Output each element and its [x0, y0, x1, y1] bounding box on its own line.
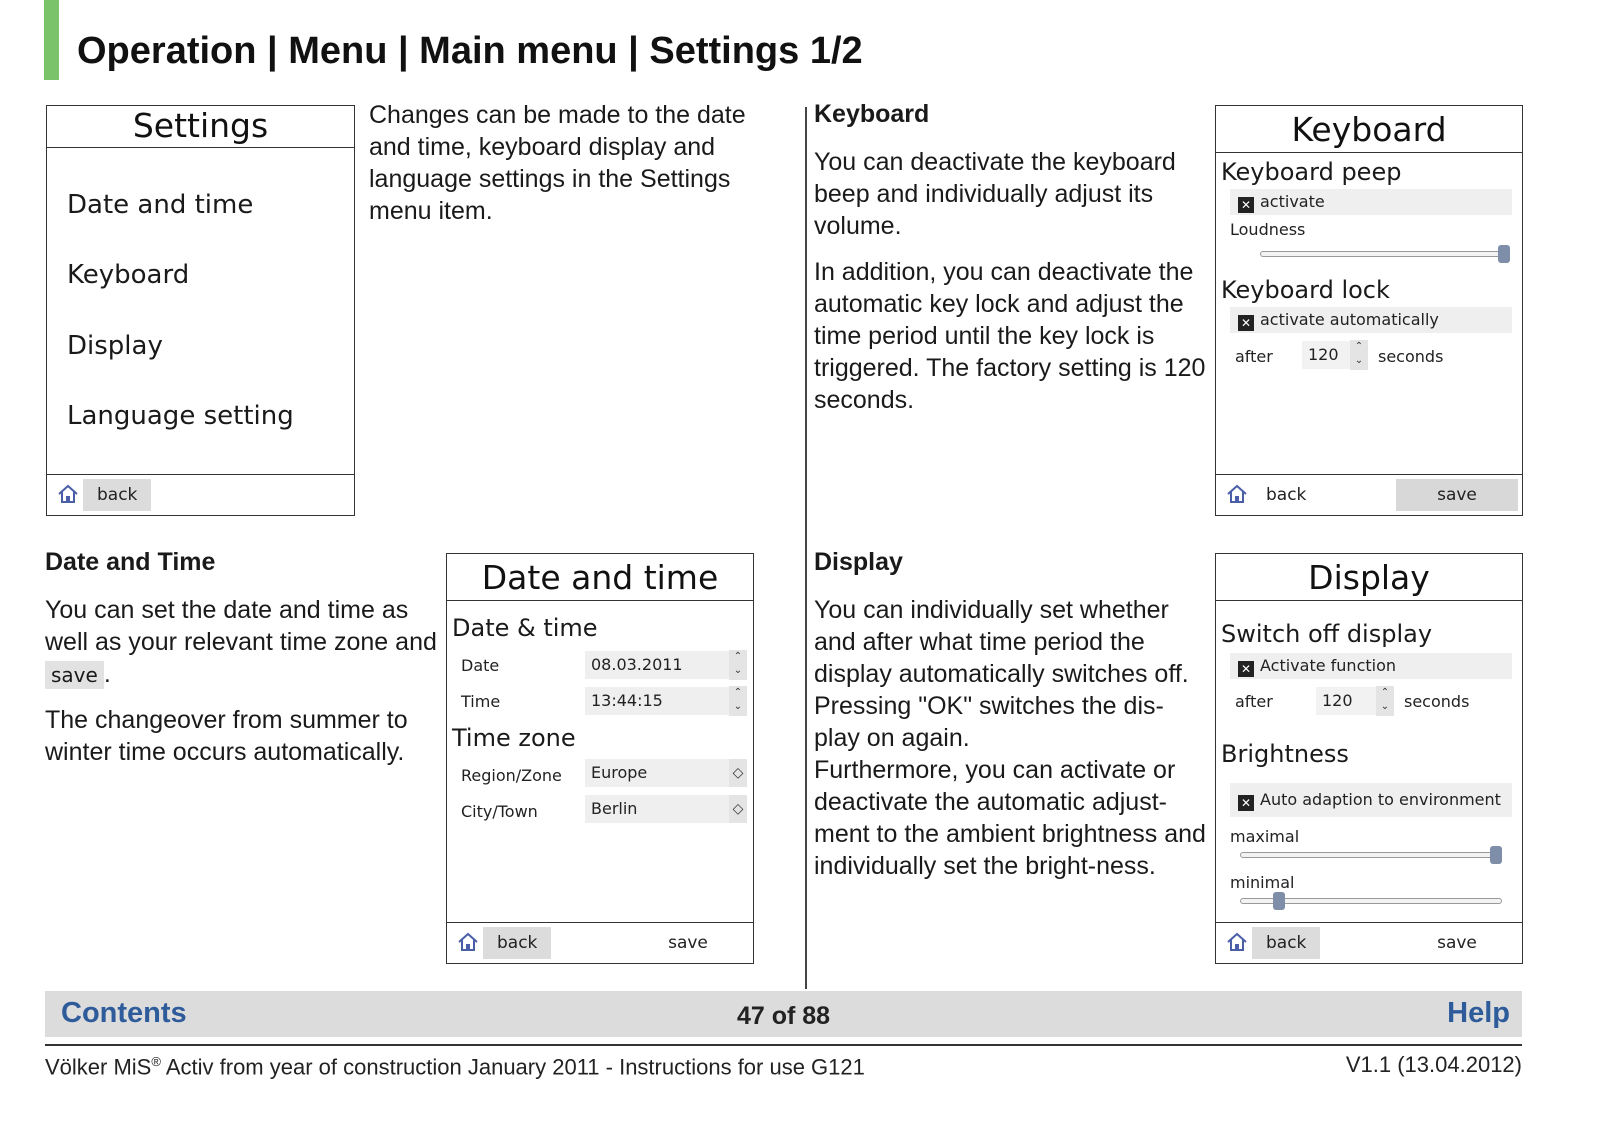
- spinner-up-down-icon[interactable]: ⌃ ⌄: [729, 686, 747, 716]
- footer-nav-bar: [45, 991, 1522, 1037]
- dropdown-icon[interactable]: ◇: [729, 795, 747, 823]
- display-paragraph-2: Pressing "OK" switches the dis-play on again.: [814, 692, 1164, 752]
- date-time-screen-footer: [447, 922, 753, 963]
- display-paragraph-3: Furthermore, you can activate or deactivate the automatic adjust-ment to the ambient brightness and individually set the bright-ness.: [814, 756, 1206, 880]
- keyboard-paragraph-1: You can deactivate the keyboard beep and individually adjust its volume.: [814, 148, 1176, 240]
- time-field[interactable]: 13:44:15: [585, 687, 730, 715]
- keyboard-peep-title: Keyboard peep: [1221, 158, 1402, 186]
- header-accent-bar: [44, 0, 59, 80]
- minimal-label: minimal: [1230, 873, 1295, 892]
- date-field[interactable]: 08.03.2011: [585, 651, 730, 679]
- keyboard-lock-checkbox-label: activate automatically: [1260, 310, 1439, 329]
- switch-off-display-title: Switch off display: [1221, 620, 1433, 648]
- loudness-slider[interactable]: [1260, 251, 1510, 257]
- date-time-screen-title: Date and time: [447, 554, 753, 601]
- display-text: [814, 594, 1206, 882]
- keyboard-screen-footer: [1216, 474, 1522, 515]
- menu-item-date-and-time[interactable]: Date and time: [67, 190, 254, 220]
- city-select[interactable]: Berlin: [585, 795, 730, 823]
- date-time-paragraph-2: The changeover from summer to winter time occurs automatically.: [45, 706, 408, 766]
- page-number: 47 of 88: [736, 1002, 831, 1030]
- date-time-screen: [446, 553, 754, 964]
- document-title-brand: Völker MiS: [45, 1054, 152, 1080]
- time-zone-section-title: Time zone: [452, 724, 576, 752]
- checkbox-checked-icon[interactable]: ✕: [1238, 197, 1254, 213]
- save-button[interactable]: save: [1396, 479, 1518, 511]
- loudness-slider-knob[interactable]: [1498, 245, 1510, 263]
- brightness-title: Brightness: [1221, 740, 1349, 768]
- seconds-label: seconds: [1378, 347, 1444, 366]
- keyboard-peep-checkbox-label: activate: [1260, 192, 1325, 211]
- registered-mark: ®: [151, 1054, 161, 1069]
- maximal-label: maximal: [1230, 827, 1300, 846]
- menu-item-keyboard[interactable]: Keyboard: [67, 260, 190, 290]
- home-icon[interactable]: [1226, 931, 1248, 953]
- keyboard-peep-checkbox-row[interactable]: [1230, 189, 1512, 215]
- date-time-paragraph-1: [45, 594, 437, 690]
- save-button[interactable]: save: [1437, 933, 1477, 953]
- save-inline-button: save: [45, 661, 104, 689]
- date-time-section-title: Date & time: [452, 614, 598, 642]
- checkbox-checked-icon[interactable]: ✕: [1238, 315, 1254, 331]
- minimal-brightness-slider-knob[interactable]: [1273, 892, 1285, 910]
- date-label: Date: [461, 656, 500, 675]
- column-divider: [805, 107, 807, 989]
- display-screen-footer: [1216, 922, 1522, 963]
- after-label: after: [1235, 347, 1273, 366]
- after-label: after: [1235, 692, 1273, 711]
- contents-link[interactable]: Contents: [61, 997, 187, 1029]
- home-icon[interactable]: [57, 483, 79, 505]
- footer-rule: [45, 1044, 1522, 1046]
- auto-adaption-checkbox-row[interactable]: [1230, 783, 1512, 817]
- display-screen: [1215, 553, 1523, 964]
- spinner-up-down-icon[interactable]: ⌃ ⌄: [1376, 686, 1394, 716]
- intro-text: Changes can be made to the date and time, keyboard display and language settings in the Settings menu item.: [369, 101, 746, 225]
- time-label: Time: [461, 692, 501, 711]
- back-button[interactable]: back: [483, 927, 551, 959]
- date-time-paragraph-1-text: You can set the date and time as well as your relevant time zone and: [45, 596, 437, 656]
- back-button[interactable]: back: [83, 479, 151, 511]
- region-select[interactable]: Europe: [585, 759, 730, 787]
- auto-adaption-checkbox-label: Auto adaption to environment: [1260, 790, 1501, 809]
- document-version: V1.1 (13.04.2012): [1345, 1052, 1522, 1077]
- keyboard-lock-title: Keyboard lock: [1221, 276, 1390, 304]
- keyboard-heading: Keyboard: [814, 100, 930, 128]
- dropdown-icon[interactable]: ◇: [729, 759, 747, 787]
- seconds-label: seconds: [1404, 692, 1470, 711]
- document-title: [45, 1054, 865, 1080]
- help-link[interactable]: Help: [1447, 997, 1510, 1029]
- maximal-brightness-slider[interactable]: [1240, 852, 1502, 858]
- checkbox-checked-icon[interactable]: ✕: [1238, 661, 1254, 677]
- save-button[interactable]: save: [668, 933, 708, 953]
- display-screen-title: Display: [1216, 554, 1522, 601]
- display-paragraph-1: You can individually set whether and after what time period the display automatically switches off.: [814, 596, 1189, 688]
- settings-screen: [46, 105, 355, 516]
- switch-off-checkbox-row[interactable]: [1230, 653, 1512, 679]
- keyboard-lock-checkbox-row[interactable]: [1230, 307, 1512, 333]
- maximal-brightness-slider-knob[interactable]: [1490, 846, 1502, 864]
- settings-screen-footer: [47, 474, 354, 515]
- region-label: Region/Zone: [461, 766, 562, 785]
- back-button[interactable]: back: [1252, 927, 1320, 959]
- checkbox-checked-icon[interactable]: ✕: [1238, 795, 1254, 811]
- menu-item-display[interactable]: Display: [67, 331, 163, 361]
- city-label: City/Town: [461, 802, 538, 821]
- keyboard-screen-title: Keyboard: [1216, 106, 1522, 153]
- display-heading: Display: [814, 548, 903, 576]
- keyboard-text: [814, 146, 1206, 430]
- date-time-paragraph-1-end: .: [103, 660, 111, 688]
- settings-screen-title: Settings: [47, 106, 354, 148]
- home-icon[interactable]: [457, 931, 479, 953]
- lock-seconds-field[interactable]: 120: [1302, 341, 1354, 369]
- date-time-heading: Date and Time: [45, 548, 216, 576]
- back-button[interactable]: back: [1266, 485, 1307, 505]
- date-time-text: [45, 594, 437, 782]
- keyboard-screen: [1215, 105, 1523, 516]
- spinner-up-down-icon[interactable]: ⌃ ⌄: [729, 650, 747, 680]
- page-title: Operation | Menu | Main menu | Settings 1/2: [77, 30, 863, 72]
- menu-item-language-setting[interactable]: Language setting: [67, 401, 294, 431]
- spinner-up-down-icon[interactable]: ⌃ ⌄: [1350, 340, 1368, 370]
- display-seconds-field[interactable]: 120: [1316, 687, 1378, 715]
- home-icon[interactable]: [1226, 483, 1248, 505]
- document-title-rest: Activ from year of construction January 2011 - Instructions for use G121: [160, 1054, 865, 1080]
- loudness-label: Loudness: [1230, 220, 1306, 239]
- switch-off-checkbox-label: Activate function: [1260, 656, 1397, 675]
- keyboard-paragraph-2: In addition, you can deactivate the automatic key lock and adjust the time period until the key lock is triggered. The factory setting is 120 seconds.: [814, 258, 1206, 414]
